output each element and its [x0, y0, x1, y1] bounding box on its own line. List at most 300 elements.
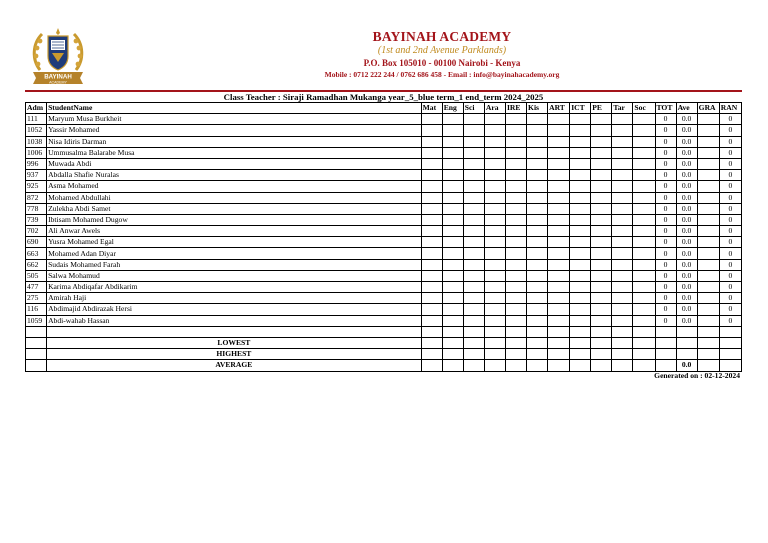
school-address: P.O. Box 105010 - 00100 Nairobi - Kenya — [363, 58, 521, 68]
subject-score-cell — [527, 147, 548, 158]
empty-cell — [655, 337, 676, 348]
subject-score-cell — [612, 248, 633, 259]
empty-cell — [421, 337, 442, 348]
table-row — [26, 147, 742, 158]
empty-cell — [570, 326, 591, 337]
empty-cell — [442, 349, 463, 360]
subject-score-cell — [421, 192, 442, 203]
subject-score-cell — [570, 293, 591, 304]
empty-cell — [612, 360, 633, 371]
subject-score-cell — [548, 293, 570, 304]
subject-score-cell — [463, 270, 484, 281]
subject-score-cell — [421, 270, 442, 281]
table-row — [26, 203, 742, 214]
empty-cell — [570, 360, 591, 371]
grade-cell — [697, 270, 719, 281]
student-name-cell: Sudais Mohamed Farah — [47, 259, 422, 270]
subject-score-cell — [442, 192, 463, 203]
column-header: Sci — [463, 103, 484, 114]
rank-cell: 0 — [719, 203, 741, 214]
subject-score-cell — [463, 248, 484, 259]
rank-cell: 0 — [719, 259, 741, 270]
subject-score-cell — [591, 226, 612, 237]
table-row — [26, 181, 742, 192]
average-cell: 0.0 — [676, 270, 697, 281]
subject-score-cell — [421, 136, 442, 147]
subject-score-cell — [505, 170, 526, 181]
subject-score-cell — [548, 147, 570, 158]
empty-cell — [612, 349, 633, 360]
subject-score-cell — [484, 158, 505, 169]
empty-cell — [26, 349, 47, 360]
empty-cell — [484, 360, 505, 371]
subject-score-cell — [484, 203, 505, 214]
school-name: BAYINAH ACADEMY — [372, 29, 512, 44]
table-row — [26, 214, 742, 225]
empty-cell — [527, 349, 548, 360]
subject-score-cell — [633, 147, 655, 158]
average-cell: 0.0 — [676, 304, 697, 315]
empty-cell — [442, 337, 463, 348]
subject-score-cell — [484, 147, 505, 158]
subject-score-cell — [421, 248, 442, 259]
empty-cell — [505, 349, 526, 360]
summary-label: HIGHEST — [47, 349, 422, 360]
subject-score-cell — [591, 315, 612, 326]
subject-score-cell — [570, 282, 591, 293]
subject-score-cell — [591, 147, 612, 158]
subject-score-cell — [421, 181, 442, 192]
student-name-cell: Abdi-wahab Hassan — [47, 315, 422, 326]
empty-cell — [484, 326, 505, 337]
subject-score-cell — [421, 125, 442, 136]
subject-score-cell — [527, 181, 548, 192]
subject-score-cell — [527, 282, 548, 293]
grade-cell — [697, 192, 719, 203]
average-cell: 0.0 — [676, 170, 697, 181]
results-table — [25, 102, 742, 372]
subject-score-cell — [591, 203, 612, 214]
grade-cell — [697, 158, 719, 169]
total-cell: 0 — [655, 170, 676, 181]
empty-cell — [505, 337, 526, 348]
adm-cell: 662 — [26, 259, 47, 270]
column-header: RAN — [719, 103, 741, 114]
grade-cell — [697, 214, 719, 225]
subject-score-cell — [442, 259, 463, 270]
subject-score-cell — [463, 304, 484, 315]
subject-score-cell — [527, 248, 548, 259]
empty-cell — [421, 326, 442, 337]
grade-cell — [697, 237, 719, 248]
subject-score-cell — [442, 125, 463, 136]
adm-cell: 996 — [26, 158, 47, 169]
empty-cell — [463, 349, 484, 360]
column-header: Eng — [442, 103, 463, 114]
subject-score-cell — [421, 158, 442, 169]
subject-score-cell — [591, 181, 612, 192]
spacer-row — [26, 326, 742, 337]
subject-score-cell — [591, 282, 612, 293]
school-tagline: (1st and 2nd Avenue Parklands) — [377, 45, 507, 56]
subject-score-cell — [463, 237, 484, 248]
average-cell: 0.0 — [676, 114, 697, 125]
subject-score-cell — [505, 270, 526, 281]
subject-score-cell — [463, 203, 484, 214]
column-header: Soc — [633, 103, 655, 114]
subject-score-cell — [463, 181, 484, 192]
table-row — [26, 282, 742, 293]
subject-score-cell — [527, 259, 548, 270]
school-logo — [30, 26, 86, 86]
empty-cell — [463, 337, 484, 348]
average-cell: 0.0 — [676, 125, 697, 136]
rank-cell: 0 — [719, 136, 741, 147]
grade-cell — [697, 304, 719, 315]
subject-score-cell — [612, 270, 633, 281]
subject-score-cell — [570, 259, 591, 270]
subject-score-cell — [463, 214, 484, 225]
subject-score-cell — [570, 203, 591, 214]
empty-cell — [548, 349, 570, 360]
empty-cell — [697, 337, 719, 348]
subject-score-cell — [484, 248, 505, 259]
summary-label: LOWEST — [47, 337, 422, 348]
subject-score-cell — [442, 203, 463, 214]
summary-row-average — [26, 360, 742, 371]
average-cell: 0.0 — [676, 181, 697, 192]
subject-score-cell — [591, 158, 612, 169]
subject-score-cell — [421, 147, 442, 158]
adm-cell: 739 — [26, 214, 47, 225]
adm-cell: 702 — [26, 226, 47, 237]
svg-text:ACADEMY: ACADEMY — [49, 80, 67, 85]
table-row — [26, 125, 742, 136]
empty-cell — [697, 349, 719, 360]
subject-score-cell — [527, 170, 548, 181]
empty-cell — [47, 326, 422, 337]
empty-cell — [463, 326, 484, 337]
subject-score-cell — [484, 125, 505, 136]
subject-score-cell — [421, 259, 442, 270]
total-cell: 0 — [655, 293, 676, 304]
empty-cell — [442, 360, 463, 371]
adm-cell: 937 — [26, 170, 47, 181]
total-cell: 0 — [655, 203, 676, 214]
subject-score-cell — [505, 214, 526, 225]
average-cell: 0.0 — [676, 248, 697, 259]
subject-score-cell — [527, 304, 548, 315]
subject-score-cell — [505, 203, 526, 214]
subject-score-cell — [612, 147, 633, 158]
empty-cell — [570, 337, 591, 348]
subject-score-cell — [484, 214, 505, 225]
rank-cell: 0 — [719, 114, 741, 125]
subject-score-cell — [505, 237, 526, 248]
summary-row-lowest — [26, 337, 742, 348]
subject-score-cell — [633, 125, 655, 136]
subject-score-cell — [612, 125, 633, 136]
total-cell: 0 — [655, 226, 676, 237]
subject-score-cell — [421, 293, 442, 304]
subject-score-cell — [463, 293, 484, 304]
student-name-cell: Zulekha Abdi Samet — [47, 203, 422, 214]
student-name-cell: Asma Mohamed — [47, 181, 422, 192]
column-header: TOT — [655, 103, 676, 114]
subject-score-cell — [463, 158, 484, 169]
rank-cell: 0 — [719, 170, 741, 181]
subject-score-cell — [612, 203, 633, 214]
empty-cell — [442, 326, 463, 337]
average-cell: 0.0 — [676, 293, 697, 304]
subject-score-cell — [548, 237, 570, 248]
subject-score-cell — [570, 192, 591, 203]
subject-score-cell — [484, 293, 505, 304]
total-cell: 0 — [655, 315, 676, 326]
table-row — [26, 170, 742, 181]
subject-score-cell — [591, 259, 612, 270]
svg-text:BAYINAH: BAYINAH — [44, 73, 72, 81]
grade-cell — [697, 170, 719, 181]
subject-score-cell — [633, 170, 655, 181]
subject-score-cell — [612, 214, 633, 225]
rank-cell: 0 — [719, 214, 741, 225]
subject-score-cell — [633, 192, 655, 203]
average-cell: 0.0 — [676, 315, 697, 326]
subject-score-cell — [484, 136, 505, 147]
subject-score-cell — [633, 203, 655, 214]
subject-score-cell — [548, 226, 570, 237]
subject-score-cell — [463, 125, 484, 136]
subject-score-cell — [612, 237, 633, 248]
subject-score-cell — [527, 203, 548, 214]
subject-score-cell — [463, 192, 484, 203]
student-name-cell: Mohamed Abdullahi — [47, 192, 422, 203]
subject-score-cell — [591, 304, 612, 315]
subject-score-cell — [505, 136, 526, 147]
subject-score-cell — [505, 226, 526, 237]
subject-score-cell — [570, 170, 591, 181]
subject-score-cell — [505, 248, 526, 259]
subject-score-cell — [527, 158, 548, 169]
subject-score-cell — [505, 282, 526, 293]
subject-score-cell — [548, 259, 570, 270]
school-contacts: Mobile : 0712 222 244 / 0762 686 458 - Email : info@bayinahacademy.org — [324, 70, 560, 79]
subject-score-cell — [484, 282, 505, 293]
empty-cell — [591, 349, 612, 360]
subject-score-cell — [570, 125, 591, 136]
table-row — [26, 226, 742, 237]
grade-cell — [697, 114, 719, 125]
subject-score-cell — [421, 114, 442, 125]
subject-score-cell — [591, 192, 612, 203]
rank-cell: 0 — [719, 282, 741, 293]
empty-cell — [676, 326, 697, 337]
subject-score-cell — [527, 192, 548, 203]
table-row — [26, 192, 742, 203]
grade-cell — [697, 226, 719, 237]
column-header: IRE — [505, 103, 526, 114]
adm-cell: 116 — [26, 304, 47, 315]
subject-score-cell — [442, 282, 463, 293]
subject-score-cell — [463, 114, 484, 125]
subject-score-cell — [570, 315, 591, 326]
adm-cell: 1038 — [26, 136, 47, 147]
column-header: StudentName — [47, 103, 422, 114]
empty-cell — [633, 337, 655, 348]
subject-score-cell — [442, 170, 463, 181]
subject-score-cell — [421, 170, 442, 181]
adm-cell: 925 — [26, 181, 47, 192]
subject-score-cell — [484, 181, 505, 192]
student-name-cell: Amirah Haji — [47, 293, 422, 304]
average-cell: 0.0 — [676, 136, 697, 147]
empty-cell — [527, 360, 548, 371]
grade-cell — [697, 248, 719, 259]
empty-cell — [697, 360, 719, 371]
empty-cell — [505, 326, 526, 337]
subject-score-cell — [570, 158, 591, 169]
subject-score-cell — [442, 214, 463, 225]
column-header: ART — [548, 103, 570, 114]
empty-cell — [463, 360, 484, 371]
empty-cell — [484, 349, 505, 360]
subject-score-cell — [612, 181, 633, 192]
adm-cell: 690 — [26, 237, 47, 248]
table-row — [26, 270, 742, 281]
subject-score-cell — [591, 214, 612, 225]
subject-score-cell — [527, 214, 548, 225]
subject-score-cell — [633, 282, 655, 293]
empty-cell — [548, 337, 570, 348]
average-cell: 0.0 — [676, 214, 697, 225]
subject-score-cell — [570, 270, 591, 281]
subject-score-cell — [591, 237, 612, 248]
subject-score-cell — [442, 304, 463, 315]
grade-cell — [697, 125, 719, 136]
adm-cell: 477 — [26, 282, 47, 293]
empty-cell — [570, 349, 591, 360]
subject-score-cell — [442, 315, 463, 326]
subject-score-cell — [463, 136, 484, 147]
subject-score-cell — [633, 315, 655, 326]
subject-score-cell — [421, 203, 442, 214]
column-header: ICT — [570, 103, 591, 114]
subject-score-cell — [421, 237, 442, 248]
subject-score-cell — [505, 181, 526, 192]
subject-score-cell — [463, 170, 484, 181]
summary-label: AVERAGE — [47, 360, 422, 371]
subject-score-cell — [548, 203, 570, 214]
empty-cell — [633, 360, 655, 371]
subject-score-cell — [505, 304, 526, 315]
student-name-cell: Ummusalma Balarabe Musa — [47, 147, 422, 158]
average-cell: 0.0 — [676, 147, 697, 158]
subject-score-cell — [527, 315, 548, 326]
rank-cell: 0 — [719, 192, 741, 203]
subject-score-cell — [548, 136, 570, 147]
table-row — [26, 114, 742, 125]
subject-score-cell — [548, 304, 570, 315]
total-cell: 0 — [655, 114, 676, 125]
average-cell: 0.0 — [676, 259, 697, 270]
average-cell: 0.0 — [676, 158, 697, 169]
grade-cell — [697, 203, 719, 214]
subject-score-cell — [612, 170, 633, 181]
subject-score-cell — [421, 214, 442, 225]
subject-score-cell — [442, 293, 463, 304]
adm-cell: 663 — [26, 248, 47, 259]
grade-cell — [697, 181, 719, 192]
student-name-cell: Abdimajid Abdirazak Hersi — [47, 304, 422, 315]
student-name-cell: Yusra Mohamed Egal — [47, 237, 422, 248]
subject-score-cell — [570, 181, 591, 192]
subject-score-cell — [633, 248, 655, 259]
subject-score-cell — [633, 214, 655, 225]
subject-score-cell — [505, 192, 526, 203]
column-header: Ara — [484, 103, 505, 114]
average-cell: 0.0 — [676, 192, 697, 203]
grade-cell — [697, 282, 719, 293]
summary-row-highest — [26, 349, 742, 360]
subject-score-cell — [484, 192, 505, 203]
total-cell: 0 — [655, 136, 676, 147]
subject-score-cell — [421, 315, 442, 326]
empty-cell — [26, 326, 47, 337]
subject-score-cell — [570, 248, 591, 259]
student-name-cell: Ali Anwar Awels — [47, 226, 422, 237]
empty-cell — [612, 326, 633, 337]
grade-cell — [697, 315, 719, 326]
adm-cell: 111 — [26, 114, 47, 125]
total-cell: 0 — [655, 192, 676, 203]
subject-score-cell — [527, 270, 548, 281]
table-row — [26, 248, 742, 259]
adm-cell: 1006 — [26, 147, 47, 158]
empty-cell — [633, 349, 655, 360]
empty-cell — [676, 337, 697, 348]
subject-score-cell — [421, 226, 442, 237]
subject-score-cell — [570, 304, 591, 315]
subject-score-cell — [484, 315, 505, 326]
report-caption: Class Teacher : Siraji Ramadhan Mukanga year_5_blue term_1 end_term 2024_2025 — [223, 92, 544, 102]
subject-score-cell — [612, 304, 633, 315]
subject-score-cell — [548, 181, 570, 192]
subject-score-cell — [633, 293, 655, 304]
subject-score-cell — [463, 147, 484, 158]
student-name-cell: Nisa Idiris Darman — [47, 136, 422, 147]
average-cell: 0.0 — [676, 226, 697, 237]
total-cell: 0 — [655, 147, 676, 158]
empty-cell — [421, 360, 442, 371]
subject-score-cell — [570, 114, 591, 125]
subject-score-cell — [484, 304, 505, 315]
student-name-cell: Karima Abdiqafar Abdikarim — [47, 282, 422, 293]
subject-score-cell — [442, 181, 463, 192]
subject-score-cell — [591, 270, 612, 281]
total-cell: 0 — [655, 259, 676, 270]
subject-score-cell — [548, 315, 570, 326]
subject-score-cell — [612, 293, 633, 304]
average-cell: 0.0 — [676, 203, 697, 214]
empty-cell — [719, 326, 741, 337]
subject-score-cell — [570, 237, 591, 248]
column-header: Adm — [26, 103, 47, 114]
student-name-cell: Abdalla Shafie Nuralas — [47, 170, 422, 181]
rank-cell: 0 — [719, 125, 741, 136]
adm-cell: 505 — [26, 270, 47, 281]
table-row — [26, 136, 742, 147]
